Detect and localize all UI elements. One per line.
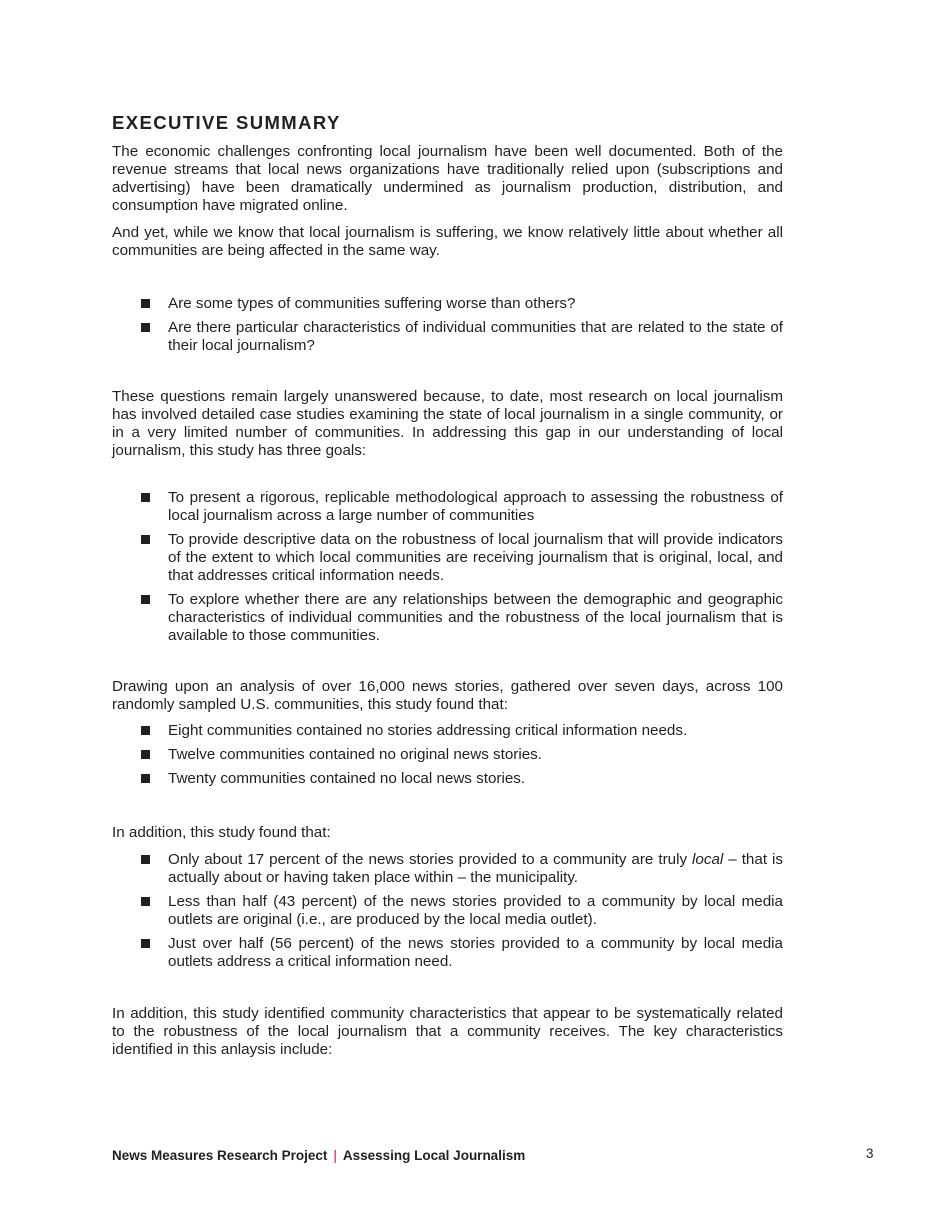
square-bullet-icon	[141, 855, 150, 864]
paragraph-drawing-upon: Drawing upon an analysis of over 16,000 news stories, gathered over seven days, across 100 randomly sampled U.S. communities, this study found that:	[112, 678, 783, 713]
footer-project-name: News Measures Research Project	[112, 1148, 328, 1163]
list-item: Twenty communities contained no local news stories.	[168, 770, 783, 788]
section-heading: EXECUTIVE SUMMARY	[112, 112, 341, 133]
list-item: Are there particular characteristics of individual communities that are related to the state of their local journalism?	[168, 319, 783, 355]
square-bullet-icon	[141, 774, 150, 783]
questions-list	[112, 295, 783, 355]
square-bullet-icon	[141, 750, 150, 759]
findings-list-2	[112, 851, 783, 971]
page-number: 3	[866, 1146, 874, 1161]
list-item: Less than half (43 percent) of the news stories provided to a community by local media outlets are original (i.e., are produced by the local media outlet).	[168, 893, 783, 929]
findings-list-1	[112, 722, 783, 788]
square-bullet-icon	[141, 726, 150, 735]
footer	[112, 1148, 525, 1163]
square-bullet-icon	[141, 323, 150, 332]
list-item: To explore whether there are any relationships between the demographic and geographic characteristics of individual communities and the robustness of the local journalism that is available to those communities.	[168, 591, 783, 645]
list-item: Eight communities contained no stories addressing critical information needs.	[168, 722, 783, 740]
list-item: To present a rigorous, replicable methodological approach to assessing the robustness of local journalism across a large number of communities	[168, 489, 783, 525]
list-item: To provide descriptive data on the robustness of local journalism that will provide indicators of the extent to which local communities are receiving journalism that is original, local, and that addresses critical information needs.	[168, 531, 783, 585]
list-item: Are some types of communities suffering worse than others?	[168, 295, 783, 313]
list-item: Twelve communities contained no original news stories.	[168, 746, 783, 764]
paragraph-in-addition-2: In addition, this study identified community characteristics that appear to be systematically related to the robustness of the local journalism that a community receives. The key characteristics identified in this anlaysis include:	[112, 1005, 783, 1058]
square-bullet-icon	[141, 897, 150, 906]
paragraph-questions-unanswered: These questions remain largely unanswered because, to date, most research on local journalism has involved detailed case studies examining the state of local journalism in a single community, or in a very limited number of communities. In addressing this gap in our understanding of local journalism, this study has three goals:	[112, 388, 783, 459]
square-bullet-icon	[141, 535, 150, 544]
list-item: Just over half (56 percent) of the news stories provided to a community by local media outlets address a critical information need.	[168, 935, 783, 971]
goals-list	[112, 489, 783, 645]
footer-report-title: Assessing Local Journalism	[342, 1148, 526, 1163]
square-bullet-icon	[141, 299, 150, 308]
footer-separator: |	[333, 1148, 337, 1163]
square-bullet-icon	[141, 595, 150, 604]
square-bullet-icon	[141, 493, 150, 502]
paragraph-in-addition-1: In addition, this study found that:	[112, 824, 331, 841]
square-bullet-icon	[141, 939, 150, 948]
document-page	[112, 111, 783, 1059]
paragraph-intro: The economic challenges confronting local journalism have been well documented. Both of the revenue streams that local news organizations have traditionally relied upon (subscriptions and advertising) have been dramatically undermined as journalism production, distribution, and consumption have migrated online.	[112, 143, 783, 214]
list-item: Only about 17 percent of the news stories provided to a community are truly local – that is actually about or having taken place within – the municipality.	[168, 851, 783, 887]
paragraph-and-yet: And yet, while we know that local journalism is suffering, we know relatively little about whether all communities are being affected in the same way.	[112, 224, 783, 259]
